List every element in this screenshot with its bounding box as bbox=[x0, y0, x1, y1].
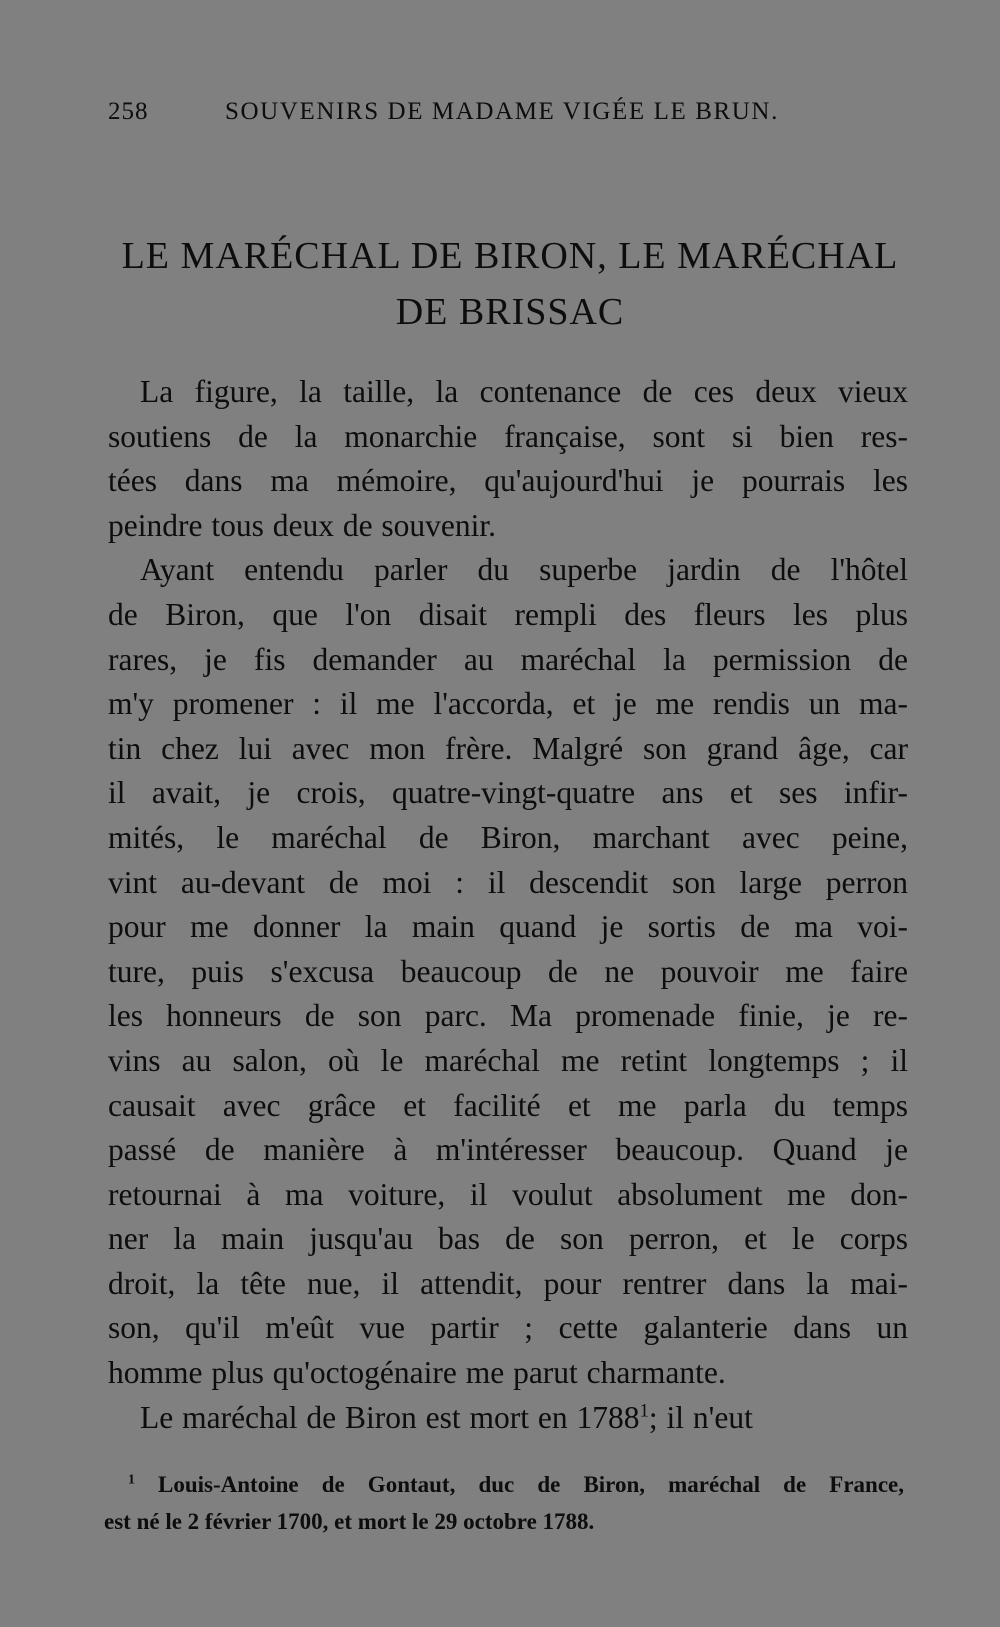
running-title: SOUVENIRS DE MADAME VIGÉE LE BRUN. bbox=[225, 98, 779, 125]
running-head bbox=[108, 98, 808, 134]
footnotes bbox=[104, 1466, 904, 1540]
text-line: La figure, la taille, la contenance de ces deux vieux bbox=[140, 374, 908, 409]
page-number: 258 bbox=[108, 98, 149, 125]
text-line: il avait, je crois, quatre-vingt-quatre ans et ses infir- bbox=[108, 775, 908, 811]
text-line: les honneurs de son parc. Ma promenade finie, je re- bbox=[108, 998, 908, 1034]
chapter-title-line: LE MARÉCHAL DE BIRON, LE MARÉCHAL bbox=[121, 235, 899, 277]
chapter-title bbox=[100, 228, 920, 340]
footnote-line bbox=[104, 1466, 904, 1503]
text-fragment: Le maréchal de Biron est mort en 1788 bbox=[140, 1399, 640, 1435]
text-line: peindre tous deux de souvenir. bbox=[108, 507, 497, 543]
text-line: vint au-devant de moi : il descendit son large perron bbox=[108, 864, 908, 900]
footnote-line: est né le 2 février 1700, et mort le 29 octobre 1788. bbox=[104, 1509, 595, 1534]
paragraph bbox=[108, 1396, 908, 1441]
text-line: m'y promener : il me l'accorda, et je me rendis un ma- bbox=[108, 686, 908, 722]
chapter-title-line: DE BRISSAC bbox=[395, 291, 625, 333]
text-line: rares, je fis demander au maréchal la permission de bbox=[108, 641, 908, 677]
text-line: mités, le maréchal de Biron, marchant avec peine, bbox=[108, 819, 908, 855]
text-line: tin chez lui avec mon frère. Malgré son grand âge, car bbox=[108, 730, 908, 766]
footnote-reference: 1 bbox=[639, 1400, 649, 1422]
text-line: pour me donner la main quand je sortis de ma voi- bbox=[108, 909, 908, 945]
text-line: ture, puis s'excusa beaucoup de ne pouvoir me faire bbox=[108, 953, 908, 989]
paragraph bbox=[108, 548, 908, 1395]
text-line: Ayant entendu parler du superbe jardin de l'hôtel bbox=[140, 552, 908, 588]
body-text bbox=[108, 370, 908, 1440]
text-line: retournai à ma voiture, il voulut absolument me don- bbox=[108, 1176, 908, 1212]
footnote-marker: 1 bbox=[128, 1471, 135, 1487]
text-line bbox=[108, 1396, 908, 1441]
paragraph bbox=[108, 370, 908, 548]
text-line: ner la main jusqu'au bas de son perron, et le corps bbox=[108, 1221, 908, 1257]
text-fragment: ; il n'eut bbox=[648, 1399, 753, 1435]
text-line: homme plus qu'octogénaire me parut charmante. bbox=[108, 1355, 726, 1391]
footnote-text: Louis-Antoine de Gontaut, duc de Biron, maréchal de France, bbox=[158, 1472, 904, 1497]
text-line: soutiens de la monarchie française, sont si bien res- bbox=[108, 418, 908, 454]
text-line: droit, la tête nue, il attendit, pour rentrer dans la mai- bbox=[108, 1265, 908, 1301]
text-line: passé de manière à m'intéresser beaucoup. Quand je bbox=[108, 1132, 908, 1168]
text-line: de Biron, que l'on disait rempli des fleurs les plus bbox=[108, 596, 908, 632]
text-line: vins au salon, où le maréchal me retint longtemps ; il bbox=[108, 1042, 908, 1078]
text-line: son, qu'il m'eût vue partir ; cette galanterie dans un bbox=[108, 1310, 908, 1346]
text-line: tées dans ma mémoire, qu'aujourd'hui je pourrais les bbox=[108, 463, 908, 499]
text-line: causait avec grâce et facilité et me parla du temps bbox=[108, 1087, 908, 1123]
